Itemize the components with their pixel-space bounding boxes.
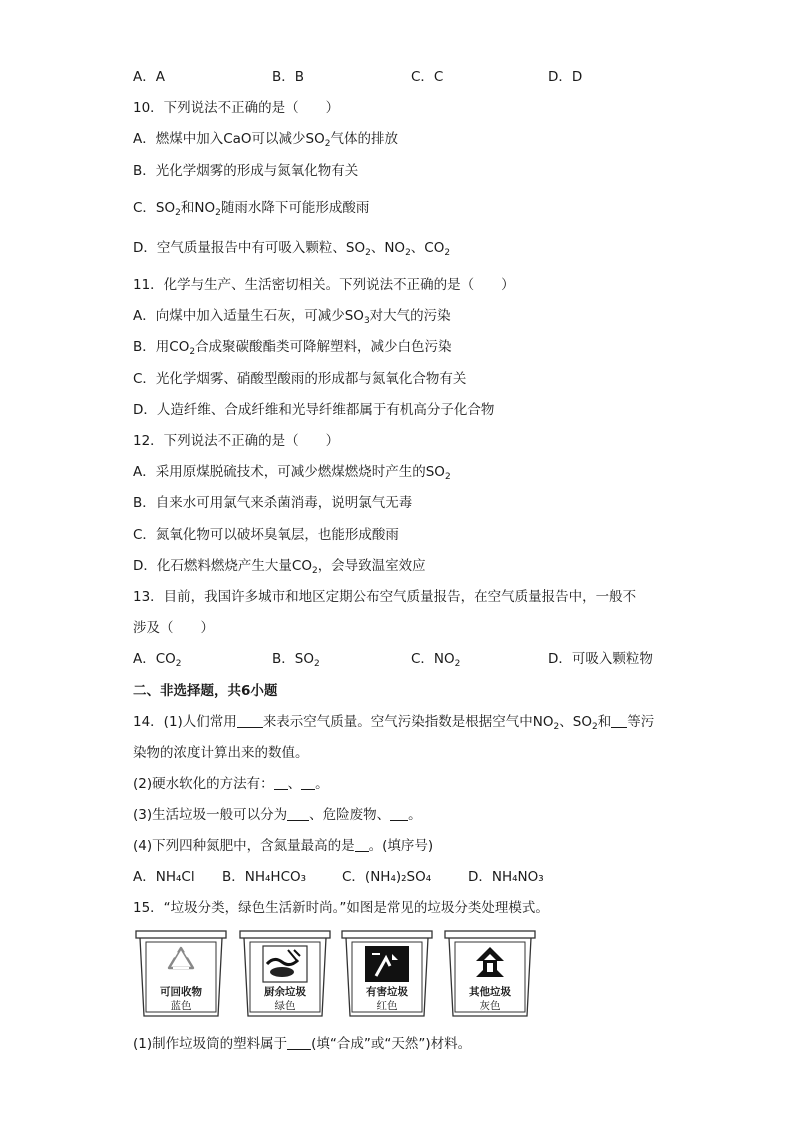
q12-option-a: A．采用原煤脱硫技术，可减少燃煤燃烧时产生的$SO_2$ (133, 464, 451, 482)
bin-label-hazardous: 有害垃圾 (366, 986, 408, 998)
q13-stem-line2: 涉及（ ） (133, 620, 214, 636)
q13-option-d: D．可吸入颗粒物 (548, 651, 653, 667)
q11-stem: 11．化学与生产、生活密切相关。下列说法不正确的是（ ） (133, 277, 515, 293)
bin-label-recyclable: 可回收物 (160, 986, 202, 998)
q14-part3: (3)生活垃圾一般可以分为 、危险废物、 。 (133, 807, 422, 823)
q13-stem-line1: 13．目前，我国许多城市和地区定期公布空气质量报告，在空气质量报告中，一般不 (133, 589, 637, 605)
q14-option-d: D．NH₄NO₃ (468, 869, 544, 885)
hazardous-bin (340, 930, 434, 1018)
q11-option-a: A．向煤中加入适量生石灰，可减少$SO_3$对大气的污染 (133, 308, 451, 326)
q11-option-b: B．用$CO_2$合成聚碳酸酯类可降解塑料，减少白色污染 (133, 339, 452, 357)
q12-option-b: B．自来水可用氯气来杀菌消毒，说明氯气无毒 (133, 495, 413, 511)
q14-part1-line2: 染物的浓度计算出来的数值。 (133, 745, 309, 761)
bin-color-hazardous: 红色 (376, 1000, 398, 1012)
q13-option-a: A．$CO_2$ (133, 651, 182, 669)
bin-color-recyclable: 蓝色 (170, 1000, 192, 1012)
other-waste-bin (443, 930, 537, 1018)
q14-option-c: C．(NH₄)₂SO₄ (342, 869, 432, 885)
bin-color-other: 灰色 (479, 1000, 501, 1012)
q14-part4: (4)下列四种氮肥中，含氮量最高的是 。(填序号) (133, 838, 434, 854)
q13-option-c: C．$NO_2$ (411, 651, 461, 669)
q10-option-c: C．$SO_2$和$NO_2$随雨水降下可能形成酸雨 (133, 200, 370, 218)
q14-part1: 14．(1)人们常用 来表示空气质量。空气污染指数是根据空气中$NO_2$、$SO_2$和 等污 (133, 714, 655, 732)
bin-label-kitchen: 厨余垃圾 (264, 986, 306, 998)
q14-part2: (2)硬水软化的方法有： 、 。 (133, 776, 329, 792)
q15-part1: (1)制作垃圾筒的塑料属于 (填“合成”或“天然”)材料。 (133, 1036, 472, 1052)
bin-label-other: 其他垃圾 (469, 986, 511, 998)
q14-option-b: B．NH₄HCO₃ (222, 869, 307, 885)
q9-option-c: C．C (411, 69, 444, 85)
q12-option-d: D．化石燃料燃烧产生大量$CO_2$，会导致温室效应 (133, 558, 426, 576)
kitchen-waste-bin (238, 930, 332, 1018)
q11-option-c: C．光化学烟雾、硝酸型酸雨的形成都与氮氧化合物有关 (133, 371, 467, 387)
q12-stem: 12．下列说法不正确的是（ ） (133, 433, 340, 449)
q9-option-b: B．B (272, 69, 305, 85)
q9-option-a: A．A (133, 69, 165, 85)
q10-option-d: D．空气质量报告中有可吸入颗粒、$SO_2$、$NO_2$、$CO_2$ (133, 240, 451, 258)
q11-option-d: D．人造纤维、合成纤维和光导纤维都属于有机高分子化合物 (133, 402, 495, 418)
recyclable-bin (134, 930, 228, 1018)
q13-option-b: B．$SO_2$ (272, 651, 320, 669)
q14-option-a: A．NH₄Cl (133, 869, 195, 885)
q10-option-b: B．光化学烟雾的形成与氮氧化物有关 (133, 163, 359, 179)
section-heading: 二、非选择题，共6小题 (133, 683, 278, 699)
q12-option-c: C．氮氧化物可以破坏臭氧层，也能形成酸雨 (133, 527, 399, 543)
q9-option-d: D．D (548, 69, 583, 85)
bin-color-kitchen: 绿色 (274, 1000, 296, 1012)
q10-option-a: A．燃煤中加入CaO可以减少$SO_2$气体的排放 (133, 131, 398, 149)
q10-stem: 10．下列说法不正确的是（ ） (133, 100, 340, 116)
q15-stem: 15．“垃圾分类，绿色生活新时尚。”如图是常见的垃圾分类处理模式。 (133, 900, 549, 916)
